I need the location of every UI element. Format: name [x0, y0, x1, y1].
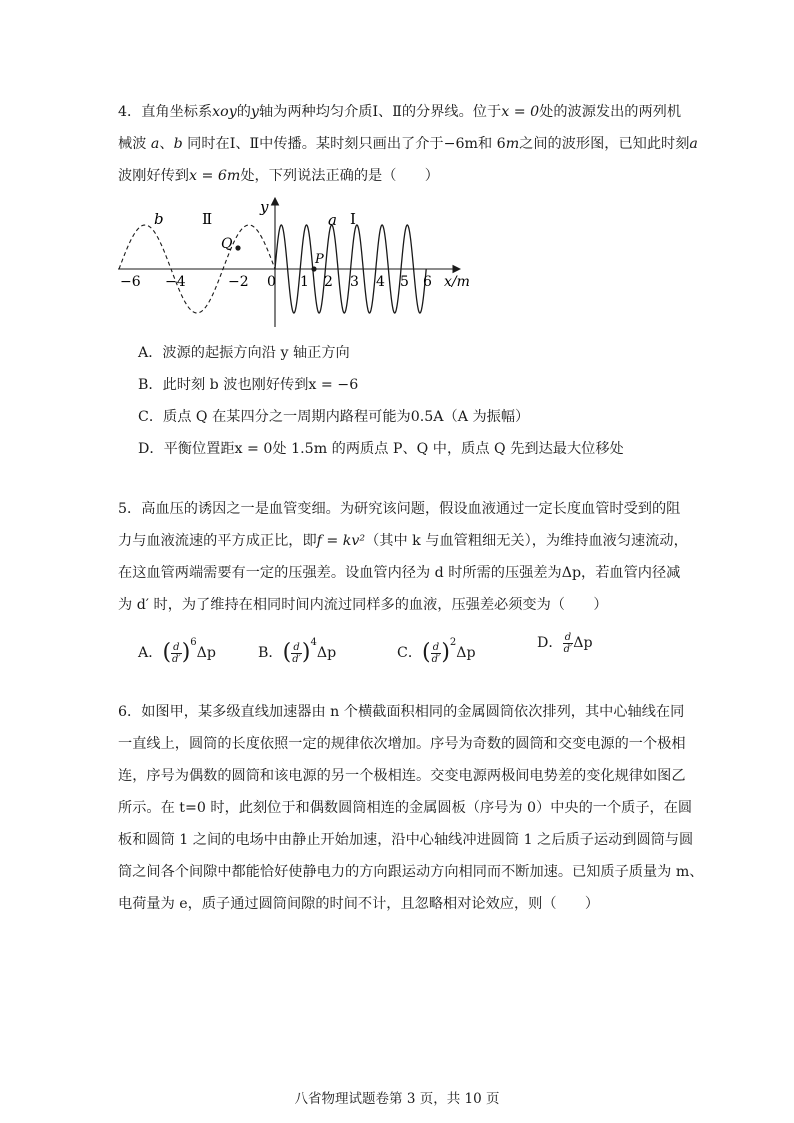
origin-label: 0 [267, 274, 276, 290]
q6-line-7: 电荷量为 e，质子通过圆筒间隙的时间不计，且忽略相对论效应，则（ ） [118, 896, 600, 912]
point-p-label: P [315, 252, 324, 267]
q4-option-a: A．波源的起振方向沿 y 轴正方向 [138, 345, 350, 361]
y-axis-label: y [260, 198, 269, 216]
tick-neg4: −4 [165, 274, 186, 290]
q5-line-3: 在这血管两端需要有一定的压强差。设血管内径为 d 时所需的压强差为Δp，若血管内径减 [118, 565, 681, 581]
q6-line-3: 连，序号为偶数的圆筒和该电源的另一个极相连。交变电源两极间电势差的变化规律如图乙 [118, 768, 686, 784]
q6-line-4: 所示。在 t=0 时，此刻位于和偶数圆筒相连的金属圆板（序号为 0）中央的一个质子，在圆 [118, 800, 693, 816]
tick-5: 5 [400, 274, 409, 290]
q5-option-c: C．( $\frac{d}{d'}$ )$^2$Δp [397, 637, 476, 665]
q5-line-4: 为 d′ 时，为了维持在相同时间内流过同样多的血液，压强差必须变为（ ） [118, 597, 608, 613]
tick-6: 6 [423, 274, 432, 290]
tick-neg2: −2 [228, 274, 249, 290]
point-p-dot [311, 266, 316, 271]
q5-option-b: B．( $\frac{d}{d'}$ )$^4$Δp [258, 637, 337, 665]
q5-option-a: A．( $\frac{d}{d'}$ )$^6$Δp [138, 637, 216, 665]
q6-line-6: 筒之间各个间隙中都能恰好使静电力的方向跟运动方向相同而不断加速。已知质子质量为 m、 [118, 864, 704, 880]
q5-option-d: D． $\frac{d}{d'}$ Δp [537, 631, 593, 655]
q4-option-b: B．此时刻 b 波也刚好传到x = −6 [138, 377, 359, 393]
wave-graph [110, 192, 480, 332]
q4-option-c: C．质点 Q 在某四分之一周期内路程可能为0.5A（A 为振幅） [138, 409, 530, 425]
q4-line-2: 械波 a、b 同时在Ⅰ、Ⅱ中传播。某时刻只画出了介于−6m和 6m之间的波形图，已知此时刻a [118, 136, 698, 152]
tick-2: 2 [324, 274, 333, 290]
wave-a-label: a [328, 211, 337, 229]
tick-neg6: −6 [120, 274, 141, 290]
wave-b-label: b [154, 210, 164, 228]
q6-line-2: 一直线上，圆筒的长度依照一定的规律依次增加。序号为奇数的圆筒和交变电源的一个极相 [118, 736, 686, 752]
q4-line-1: 4．直角坐标系xoy的y轴为两种均匀介质Ⅰ、Ⅱ的分界线。位于x = 0处的波源发出的两列机 [118, 104, 682, 120]
q5-line-1: 5．高血压的诱因之一是血管变细。为研究该问题，假设血液通过一定长度血管时受到的阻 [118, 501, 681, 517]
page-footer: 八省物理试题卷第 3 页，共 10 页 [294, 1091, 500, 1107]
q6-line-1: 6．如图甲，某多级直线加速器由 n 个横截面积相同的金属圆筒依次排列，其中心轴线在同 [118, 704, 685, 720]
x-axis-label: x/m [444, 274, 470, 290]
tick-4: 4 [376, 274, 385, 290]
q5-line-2: 力与血液流速的平方成正比，即f = kv²（其中 k 与血管粗细无关），为维持血液匀速流动， [118, 533, 688, 549]
q6-line-5: 板和圆筒 1 之间的电场中由静止开始加速，沿中心轴线冲进圆筒 1 之后质子运动到圆筒与圆 [118, 832, 694, 848]
tick-1: 1 [300, 274, 309, 290]
medium-i-label: Ⅰ [350, 210, 356, 228]
q4-line-3: 波刚好传到x = 6m处，下列说法正确的是（ ） [118, 168, 439, 184]
q4-option-d: D．平衡位置距x = 0处 1.5m 的两质点 P、Q 中，质点 Q 先到达最大位移处 [138, 441, 624, 457]
point-q-dot [235, 245, 240, 250]
medium-ii-label: Ⅱ [202, 210, 213, 228]
tick-3: 3 [350, 274, 359, 290]
point-q-label: Q [221, 236, 233, 252]
